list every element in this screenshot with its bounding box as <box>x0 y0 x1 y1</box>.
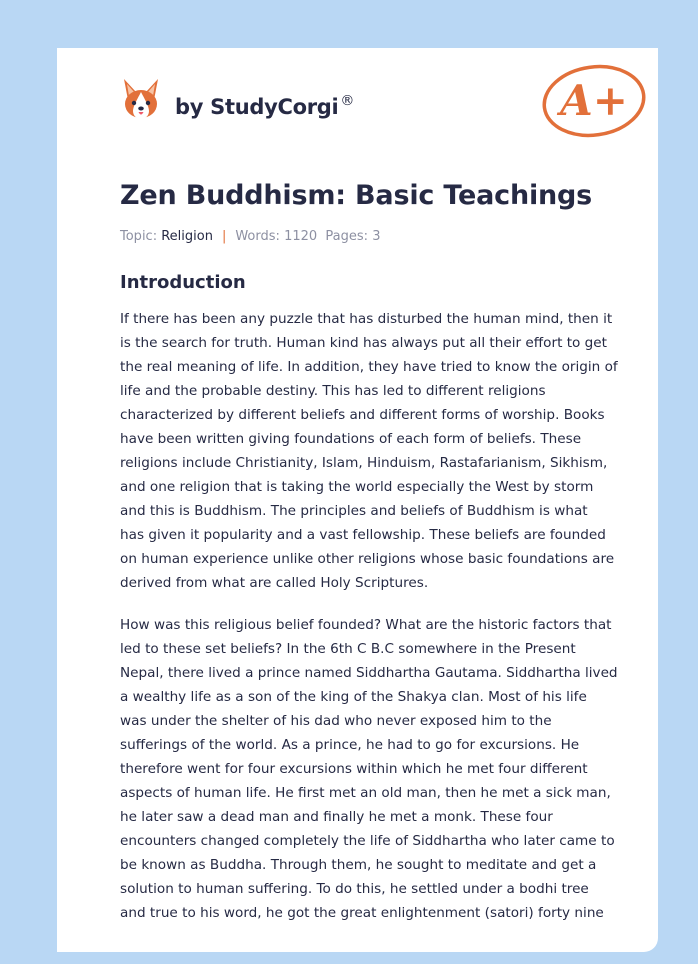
text-line: the real meaning of life. In addition, they have tried to know the origin of <box>120 359 618 375</box>
text-line: encounters changed completely the life of Siddhartha who later came to <box>120 833 615 849</box>
text-line: sufferings of the world. As a prince, he had to go for excursions. He <box>120 737 580 753</box>
text-line: How was this religious belief founded? What are the historic factors that <box>120 617 612 633</box>
a-plus-grade-icon <box>538 60 650 142</box>
text-line: solution to human suffering. To do this, he settled under a bodhi tree <box>120 881 589 897</box>
topic-label: Topic: <box>120 229 158 244</box>
corgi-icon <box>121 75 161 121</box>
text-line: and true to his word, he got the great enlightenment (satori) forty nine <box>120 905 604 921</box>
text-line: is the search for truth. Human kind has always put all their effort to get <box>120 335 608 351</box>
text-line: aspects of human life. He first met an old man, then he met a sick man, <box>120 785 611 801</box>
svg-text:A+: A+ <box>560 76 628 125</box>
brand-text: by StudyCorgi <box>175 95 339 119</box>
paragraph <box>120 613 632 925</box>
page-title: Zen Buddhism: Basic Teachings <box>120 180 593 211</box>
text-line: has given it popularity and a vast fellowship. These beliefs are founded <box>120 527 606 543</box>
words-value: 1120 <box>284 229 318 244</box>
text-line: If there has been any puzzle that has disturbed the human mind, then it <box>120 311 613 327</box>
text-line: have been written giving foundations of each form of beliefs. These <box>120 431 582 447</box>
text-line: religions include Christianity, Islam, Hinduism, Rastafarianism, Sikhism, <box>120 455 608 471</box>
pages-value: 3 <box>372 229 381 244</box>
text-line: he later saw a dead man and finally he met a monk. These four <box>120 809 553 825</box>
text-line: be known as Buddha. Through them, he sought to meditate and get a <box>120 857 597 873</box>
text-line: on human experience unlike other religions whose basic foundations are <box>120 551 615 567</box>
paragraph <box>120 307 632 595</box>
text-line: Nepal, there lived a prince named Siddhartha Gautama. Siddhartha lived <box>120 665 618 681</box>
text-line: characterized by different beliefs and different forms of worship. Books <box>120 407 605 423</box>
words-label: Words: <box>235 229 280 244</box>
meta-separator: | <box>221 229 227 244</box>
section-heading-introduction: Introduction <box>120 272 246 293</box>
essay-meta <box>120 229 380 244</box>
text-line: and this is Buddhism. The principles and beliefs of Buddhism is what <box>120 503 588 519</box>
pages-label: Pages: <box>325 229 369 244</box>
document-page <box>57 48 658 952</box>
registered-mark: ® <box>340 93 355 109</box>
text-line: was under the shelter of his dad who never exposed him to the <box>120 713 552 729</box>
text-line: derived from what are called Holy Scriptures. <box>120 575 429 591</box>
essay-body <box>120 307 632 943</box>
topic-link[interactable]: Religion <box>161 229 213 244</box>
text-line: a wealthy life as a son of the king of the Shakya clan. Most of his life <box>120 689 587 705</box>
text-line: therefore went for four excursions within which he met four different <box>120 761 588 777</box>
brand-name <box>175 95 354 119</box>
text-line: led to these set beliefs? In the 6th C B.C somewhere in the Present <box>120 641 576 657</box>
text-line: life and the probable destiny. This has led to different religions <box>120 383 546 399</box>
text-line: and one religion that is taking the world especially the West by storm <box>120 479 594 495</box>
header <box>57 48 658 148</box>
